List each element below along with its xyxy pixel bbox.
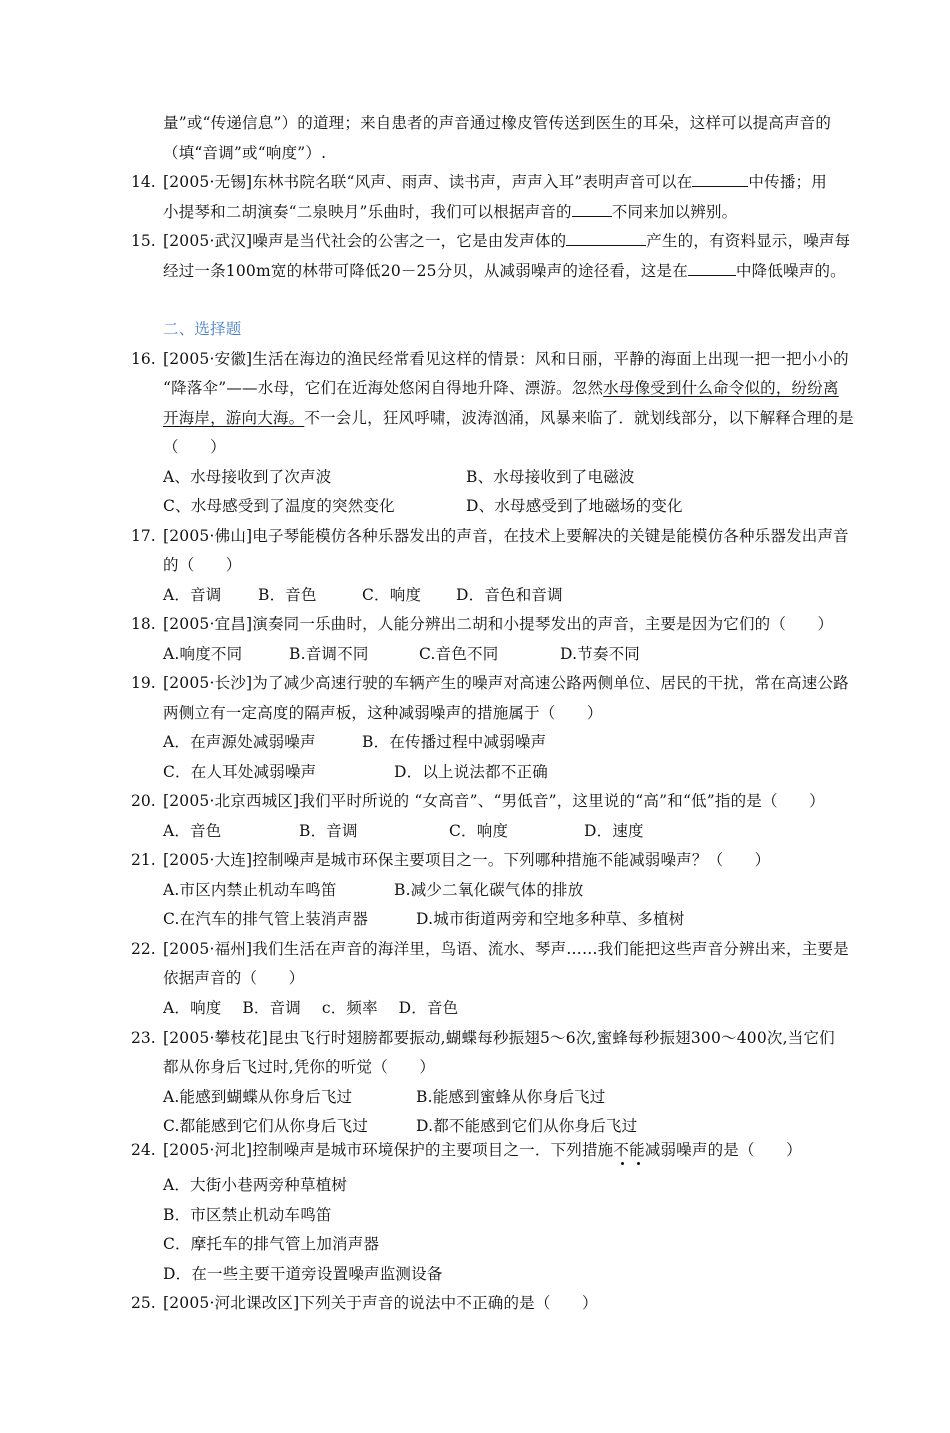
question-number: 19.: [131, 674, 156, 692]
option-d[interactable]: D、水母感受到了地磁场的变化: [466, 497, 683, 515]
question-number: 20.: [131, 792, 156, 810]
question-16-line-3: [163, 408, 854, 428]
option-a[interactable]: A、水母接收到了次声波: [163, 468, 332, 486]
option-row[interactable]: A．响度 B．音调 c．频率 D．音色: [163, 999, 459, 1017]
question-25-line-1: [2005·河北课改区]下列关于声音的说法中不正确的是（ ）: [163, 1294, 598, 1312]
q24-text-a: [2005·河北]控制噪声是城市环境保护的主要项目之一．下列措施: [163, 1141, 614, 1159]
question-number: 16.: [131, 350, 156, 368]
answer-brackets: （ ）: [163, 438, 226, 456]
q15-text-c: 经过一条100m宽的林带可降低20－25分贝，从减弱噪声的途径看，这是在: [163, 262, 688, 280]
question-number: 23.: [131, 1029, 156, 1047]
question-15-line-2: [163, 261, 846, 281]
q14-text-b: 中传播；用: [748, 173, 827, 191]
question-19-line-1: [2005·长沙]为了减少高速行驶的车辆产生的噪声对高速公路两侧单位、居民的干扰，常在高速公路: [163, 674, 849, 692]
question-23-line-2: 都从你身后飞过时,凭你的听觉（ ）: [163, 1058, 436, 1076]
option-c[interactable]: C．摩托车的排气管上加消声器: [163, 1235, 380, 1253]
option-a[interactable]: A．音调: [163, 586, 222, 604]
option-c[interactable]: C．响度: [362, 586, 422, 604]
option-d[interactable]: D.都不能感到它们从你身后飞过: [416, 1117, 638, 1135]
q14-text-d: 不同来加以辨别。: [611, 203, 738, 221]
option-b[interactable]: B．在传播过程中减弱噪声: [362, 733, 547, 751]
section-heading: 二、选择题: [163, 320, 242, 338]
q14-text-a: [2005·无锡]东林书院名联“风声、雨声、读书声，声声入耳”表明声音可以在: [163, 173, 693, 191]
option-b[interactable]: B．音色: [258, 586, 317, 604]
question-14-line-1: [163, 172, 827, 192]
option-a[interactable]: A.能感到蝴蝶从你身后飞过: [163, 1088, 353, 1106]
question-22-line-1: [2005·福州]我们生活在声音的海洋里，鸟语、流水、琴声……我们能把这些声音分辨出来，主要是: [163, 940, 849, 958]
option-c[interactable]: C.都能感到它们从你身后飞过: [163, 1117, 369, 1135]
option-a[interactable]: A.市区内禁止机动车鸣笛: [163, 881, 337, 899]
question-17-line-2: 的（ ）: [163, 556, 242, 574]
q15-text-b: 产生的，有资料显示，噪声每: [646, 232, 851, 250]
question-18-line-1: [2005·宜昌]演奏同一乐曲时，人能分辨出二胡和小提琴发出的声音，主要是因为它们的（ ）: [163, 615, 834, 633]
option-d[interactable]: D．以上说法都不正确: [394, 763, 548, 781]
question-23-line-1: [2005·攀枝花]昆虫飞行时翅膀都要振动,蝴蝶每秒振翅5～6次,蜜蜂每秒振翅300～400次,当它们: [163, 1029, 835, 1047]
question-22-line-2: 依据声音的（ ）: [163, 969, 305, 987]
option-d[interactable]: D．速度: [584, 822, 644, 840]
question-number: 15.: [131, 232, 156, 250]
question-14-line-2: [163, 202, 737, 222]
fill-blank[interactable]: [692, 172, 748, 187]
option-b[interactable]: B.音调不同: [289, 645, 369, 663]
option-d[interactable]: D．在一些主要干道旁设置噪声监测设备: [163, 1265, 443, 1283]
emphasis-dot: [621, 1162, 624, 1165]
question-15-line-1: [163, 231, 850, 251]
question-number: 18.: [131, 615, 156, 633]
fill-blank[interactable]: [688, 261, 736, 276]
q16-text-b: 不一会儿，狂风呼啸，波涛汹涌，风暴来临了．就划线部分，以下解释合理的是: [304, 409, 854, 427]
option-b[interactable]: B.能感到蜜蜂从你身后飞过: [416, 1088, 606, 1106]
question-number: 14.: [131, 173, 156, 191]
question-number: 17.: [131, 527, 156, 545]
option-a[interactable]: A．音色: [163, 822, 222, 840]
question-16-line-2: [163, 378, 839, 398]
emphasis-dot: [637, 1162, 640, 1165]
option-c[interactable]: C.音色不同: [419, 645, 499, 663]
q14-text-c: 小提琴和二胡演奏“二泉映月”乐曲时，我们可以根据声音的: [163, 203, 572, 221]
q24-text-c: 减弱噪声的是（ ）: [644, 1141, 802, 1159]
intro-line-1: 量”或“传递信息”）的道理；来自患者的声音通过橡皮管传送到医生的耳朵，这样可以提高声音的: [163, 114, 832, 132]
option-d[interactable]: D.节奏不同: [560, 645, 641, 663]
option-b[interactable]: B．音调: [299, 822, 358, 840]
option-a[interactable]: A．在声源处减弱噪声: [163, 733, 316, 751]
option-c[interactable]: C、水母感受到了温度的突然变化: [163, 497, 395, 515]
option-c[interactable]: C.在汽车的排气管上装消声器: [163, 910, 369, 928]
question-19-line-2: 两侧立有一定高度的隔声板，这种减弱噪声的措施属于（ ）: [163, 704, 603, 722]
option-b[interactable]: B．市区禁止机动车鸣笛: [163, 1206, 332, 1224]
fill-blank[interactable]: [572, 202, 612, 217]
question-number: 24.: [131, 1141, 156, 1159]
question-number: 21.: [131, 851, 156, 869]
option-a[interactable]: A.响度不同: [163, 645, 243, 663]
option-b[interactable]: B、水母接收到了电磁波: [466, 468, 635, 486]
question-number: 22.: [131, 940, 156, 958]
question-24-line-1: [163, 1140, 802, 1160]
intro-line-2: （填“音调”或“响度”）.: [163, 144, 327, 162]
q15-text-a: [2005·武汉]噪声是当代社会的公害之一，它是由发声体的: [163, 232, 567, 250]
question-16-line-1: [2005·安徽]生活在海边的渔民经常看见这样的情景：风和日丽，平静的海面上出现一把一把小小的: [163, 350, 849, 368]
option-c[interactable]: C．在人耳处减弱噪声: [163, 763, 317, 781]
question-17-line-1: [2005·佛山]电子琴能模仿各种乐器发出的声音，在技术上要解决的关键是能模仿各种乐器发出声音: [163, 527, 849, 545]
question-20-line-1: [2005·北京西城区]我们平时所说的 “女高音”、“男低音”，这里说的“高”和“低”指的是（ ）: [163, 792, 825, 810]
fill-blank[interactable]: [566, 231, 646, 246]
q16-text-a: “降落伞”——水母，它们在近海处悠闲自得地升降、漂游。忽然: [163, 379, 604, 397]
question-number: 25.: [131, 1294, 156, 1312]
q16-underlined-text: 开海岸，游向大海。: [163, 409, 305, 427]
option-a[interactable]: A．大街小巷两旁种草植树: [163, 1176, 348, 1194]
option-b[interactable]: B.减少二氧化碳气体的排放: [394, 881, 584, 899]
question-21-line-1: [2005·大连]控制噪声是城市环保主要项目之一。下列哪种措施不能减弱噪声？（ ）: [163, 851, 771, 869]
q16-underlined-text: 水母像受到什么命令似的，纷纷离: [603, 379, 839, 397]
option-c[interactable]: C．响度: [449, 822, 509, 840]
emphasis-word: 不能: [613, 1141, 645, 1159]
emphasized-text: [613, 1141, 644, 1159]
option-d[interactable]: D．音色和音调: [456, 586, 563, 604]
option-d[interactable]: D.城市街道两旁和空地多种草、多植树: [416, 910, 685, 928]
q15-text-d: 中降低噪声的。: [735, 262, 846, 280]
